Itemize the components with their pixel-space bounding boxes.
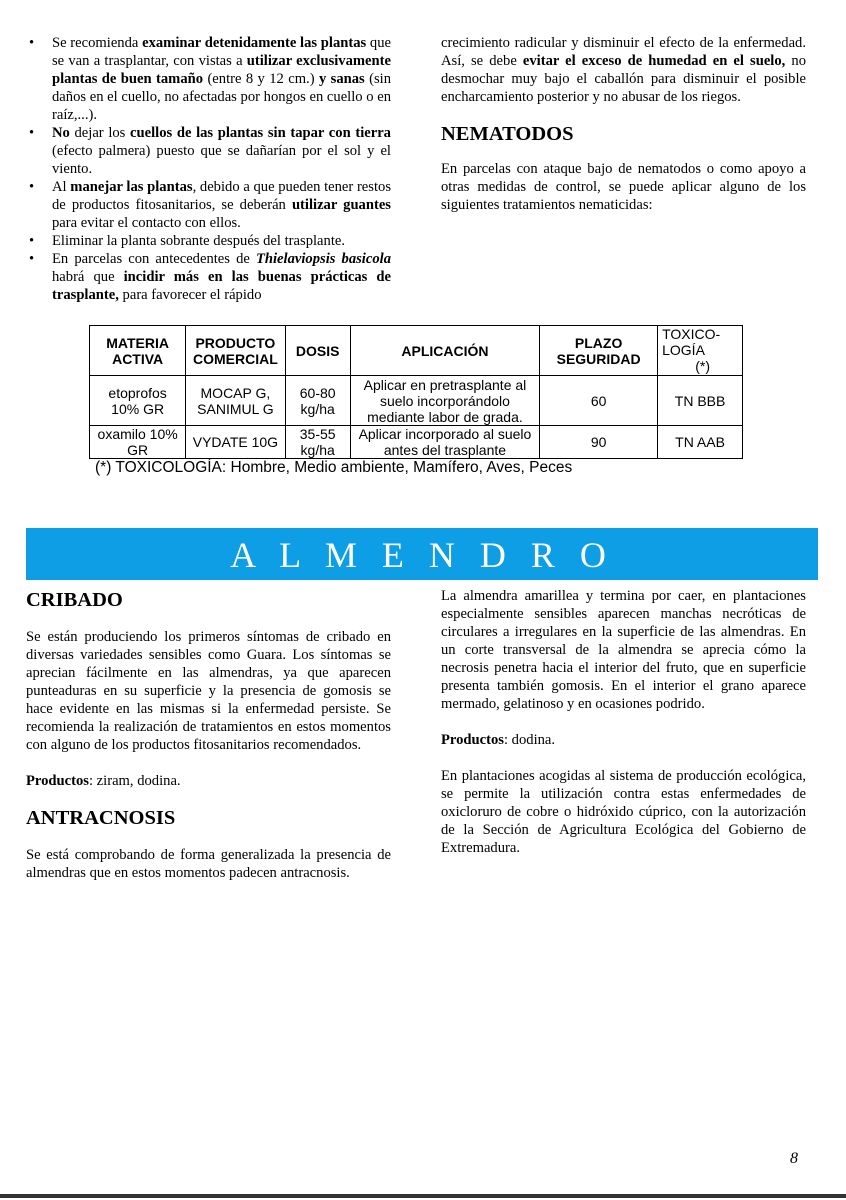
right-bottom-column (441, 587, 806, 857)
header-dosis: DOSIS (285, 326, 350, 376)
page-number: 8 (790, 1150, 798, 1167)
body-text: En parcelas con antecedentes de (52, 251, 256, 267)
emphasis-text: manejar las plantas (70, 179, 193, 195)
cell-materia: oxamilo 10% GR (90, 426, 186, 459)
list-item (26, 34, 391, 124)
productos-value: : dodina. (503, 732, 556, 748)
bullet-icon: • (29, 35, 35, 51)
header-producto-comercial: PRODUCTO COMERCIAL (186, 326, 285, 376)
table-footnote: (*) TOXICOLOGÍA: Hombre, Medio ambiente, Mamífero, Aves, Peces (95, 459, 573, 476)
cell-plazo: 90 (540, 426, 658, 459)
list-item (26, 232, 391, 250)
cribado-paragraph: Se están produciendo los primeros síntomas de cribado en diversas variedades sensibles como Guara. Los síntomas se aprecian fácilmente en las almendras, ya que aparecen punteaduras en su superficie y la presencia de gomosis se hace evidente en las mismas si la enfermedad persiste. Se recomienda la realización de tratamientos en estos momentos con alguno de los productos fitosanitarios recomendados. (26, 629, 391, 753)
antracnosis-heading: ANTRACNOSIS (26, 807, 176, 829)
antracnosis-productos (441, 731, 806, 749)
emphasis-text: incidir más en las buenas prácticas de trasplante, (52, 269, 392, 303)
cell-tox: TN AAB (658, 426, 743, 459)
left-bottom-column (26, 588, 391, 882)
list-item (26, 250, 391, 304)
bullet-list (26, 34, 391, 304)
body-text: que se van a trasplantar, con vistas a (52, 35, 391, 69)
header-toxicologia: TOXICO- LOGÍA (*) (658, 326, 743, 376)
body-text: (efecto palmera) puesto que se dañarían por el sol y el viento. (52, 143, 391, 177)
cell-dosis: 35-55 kg/ha (285, 426, 350, 459)
cell-producto: VYDATE 10G (186, 426, 285, 459)
emphasis-text: No (52, 125, 70, 141)
treatment-table-block (89, 325, 749, 477)
emphasis-text: Thielaviopsis basicola (255, 251, 391, 267)
bullet-icon: • (29, 179, 35, 195)
table-header-row (90, 326, 743, 376)
cell-producto: MOCAP G, SANIMUL G (186, 376, 285, 426)
emphasis-text: cuellos de las plantas sin tapar con tierra (130, 125, 391, 141)
emphasis-text: evitar el exceso de humedad en el suelo, (522, 53, 786, 69)
bullet-icon: • (29, 233, 35, 249)
body-text: Eliminar la planta sobrante después del trasplante. (52, 233, 345, 249)
body-text: dejar los (69, 125, 131, 141)
cribado-heading: CRIBADO (26, 589, 123, 611)
cell-materia: etoprofos 10% GR (90, 376, 186, 426)
bullet-icon: • (29, 125, 35, 141)
nematodos-paragraph: En parcelas con ataque bajo de nematodos o como apoyo a otras medidas de control, se puede aplicar alguno de los siguientes tratamientos nematicidas: (441, 161, 806, 213)
right-top-column (441, 34, 806, 214)
antracnosis-continuation: La almendra amarillea y termina por caer, en plantaciones especialmente sensibles aparecen manchas necróticas de circulares a irregulares en la superficie de las almendras. En un corte transversal de la almendra se aprecia cómo la necrosis penetra hacia el interior del fruto, que en superficie presenta también gomosis. En el interior el grano aparece mermado, gelatinoso y en ocasiones podrido. (441, 588, 806, 712)
list-item (26, 124, 391, 178)
continuation-paragraph (441, 34, 806, 106)
cribado-productos (26, 772, 391, 790)
cell-aplicacion: Aplicar incorporado al suelo antes del trasplante (350, 426, 539, 459)
ecologica-paragraph: En plantaciones acogidas al sistema de producción ecológica, se permite la utilización contra estas enfermedades de oxicloruro de cobre o hidróxido cúprico, con la autorización de la Sección de Agricultura Ecológica del Gobierno de Extremadura. (441, 768, 806, 856)
cell-dosis: 60-80 kg/ha (285, 376, 350, 426)
treatment-table (89, 325, 743, 459)
header-plazo-seguridad: PLAZO SEGURIDAD (540, 326, 658, 376)
antracnosis-paragraph: Se está comprobando de forma generalizada la presencia de almendras que en estos momentos padecen antracnosis. (26, 847, 391, 881)
body-text: , debido a que pueden tener restos de productos fitosanitarios, se deberán (52, 179, 391, 213)
body-text: no desmochar muy bajo el caballón para disminuir el posible encharcamiento posterior y no abusar de los riegos. (441, 53, 806, 105)
bottom-rule (0, 1194, 846, 1198)
body-text: crecimiento radicular y disminuir el efecto de la enfermedad. Así, se debe (441, 35, 806, 69)
header-materia-activa: MATERIA ACTIVA (90, 326, 186, 376)
emphasis-text: examinar detenidamente las plantas (142, 35, 367, 51)
body-text: Se recomienda (52, 35, 143, 51)
nematodos-heading: NEMATODOS (441, 123, 574, 145)
cell-plazo: 60 (540, 376, 658, 426)
productos-label: Productos (26, 773, 89, 789)
body-text: Al (52, 179, 71, 195)
table-row (90, 426, 743, 459)
left-top-column (26, 34, 391, 304)
almendro-banner: A L M E N D R O (26, 528, 818, 580)
emphasis-text: y sanas (318, 71, 365, 87)
list-item (26, 178, 391, 232)
header-aplicacion: APLICACIÓN (350, 326, 539, 376)
bullet-icon: • (29, 251, 35, 267)
productos-label: Productos (441, 732, 504, 748)
emphasis-text: utilizar guantes (291, 197, 391, 213)
body-text: para evitar el contacto con ellos. (52, 215, 241, 231)
body-text: (sin daños en el cuello, no afectadas por hongos en cuello o en raíz,...). (52, 71, 392, 123)
emphasis-text: utilizar exclusivamente plantas de buen tamaño (52, 53, 391, 87)
productos-value: : ziram, dodina. (88, 773, 181, 789)
body-text: para favorecer el rápido (118, 287, 262, 303)
body-text: (entre 8 y 12 cm.) (203, 71, 319, 87)
cell-aplicacion: Aplicar en pretrasplante al suelo incorporándolo mediante labor de grada. (350, 376, 539, 426)
body-text: habrá que (52, 269, 124, 285)
table-row (90, 376, 743, 426)
cell-tox: TN BBB (658, 376, 743, 426)
